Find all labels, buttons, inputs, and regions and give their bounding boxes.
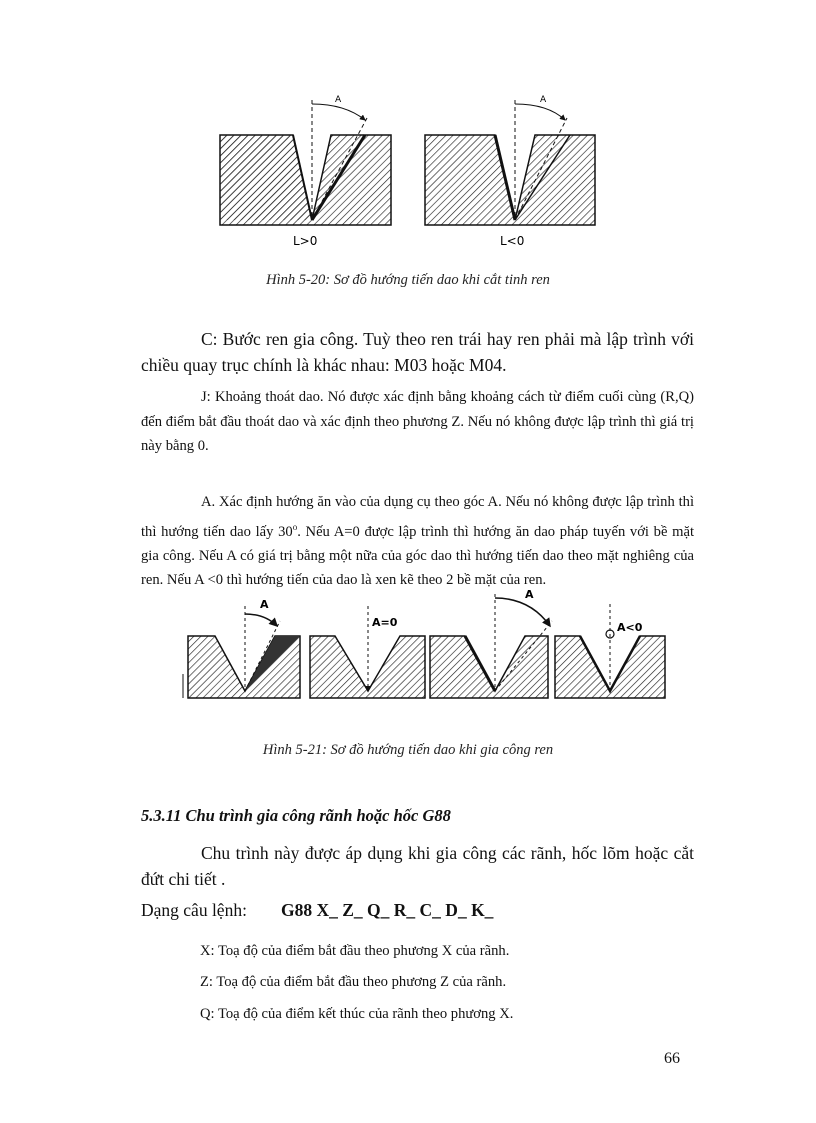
figure-5-21 <box>180 586 670 711</box>
thread-panel-1 <box>183 598 300 698</box>
thread-panel-2 <box>310 606 425 698</box>
panel-2-label: A=0 <box>372 616 398 629</box>
section-heading: 5.3.11 Chu trình gia công rãnh hoặc hốc G88 <box>141 806 451 825</box>
angle-label-right: A <box>540 95 547 105</box>
degree-sup: o <box>292 521 298 532</box>
a-param-text-2: . Nếu A=0 được lập trình thì hướng ăn dao pháp tuyến với bề mặt gia công. Nếu A có giá trị bằng một nữa của góc dao thì hướng tiến dao theo mặt nghiêng của ren. Nếu A <0 thì hướng tiến của dao là xen kẽ theo 2 bề mặt của ren. <box>141 523 694 589</box>
section-intro: Chu trình này được áp dụng khi gia công các rãnh, hốc lõm hoặc cắt đứt chi tiết . <box>141 843 694 889</box>
a-param-text-1: A. Xác định hướng ăn vào của dụng cụ theo góc A. Nếu nó không được lập trình thì thì hướng tiến dao lấy 30 <box>141 494 694 540</box>
panel-1-label: A <box>260 598 269 611</box>
paragraph-j-param: J: Khoảng thoát dao. Nó được xác định bằng khoảng cách từ điểm cuối cùng (R,Q) đến điểm bắt đầu thoát dao và xác định theo phương Z. Nếu nó không được lập trình thì giá trị này bằng 0. <box>141 389 694 454</box>
panel-4-label: A<0 <box>617 621 643 634</box>
thread-diagram-right <box>425 95 595 248</box>
syntax-code: G88 X_ Z_ Q_ R_ C_ D_ K_ <box>281 900 494 920</box>
item-x: X: Toạ độ của điểm bắt đầu theo phương X của rãnh. <box>200 943 510 959</box>
paragraph-c-param: C: Bước ren gia công. Tuỳ theo ren trái hay ren phải mà lập trình với chiều quay trục chính là khác nhau: M03 hoặc M04. <box>141 329 694 375</box>
syntax-label: Dạng câu lệnh: <box>141 900 247 920</box>
paragraph-a-param <box>141 490 694 593</box>
item-z: Z: Toạ độ của điểm bắt đầu theo phương Z của rãnh. <box>200 974 507 990</box>
panel-3-label: A <box>525 588 534 601</box>
thread-panel-3 <box>430 588 552 698</box>
figure-5-20 <box>215 90 605 255</box>
page-number: 66 <box>664 1050 680 1067</box>
item-q: Q: Toạ độ của điểm kết thúc của rãnh theo phương X. <box>200 1006 514 1022</box>
caption-figure-5-21: Hình 5-21: Sơ đồ hướng tiến dao khi gia công ren <box>262 742 554 758</box>
angle-label-left: A <box>335 95 342 105</box>
label-l-positive: L>0 <box>293 234 318 248</box>
thread-panel-4 <box>555 604 665 698</box>
caption-figure-5-20: Hình 5-20: Sơ đồ hướng tiến dao khi cắt tinh ren <box>266 272 550 288</box>
label-l-negative: L<0 <box>500 234 525 248</box>
thread-diagram-left <box>220 95 391 248</box>
